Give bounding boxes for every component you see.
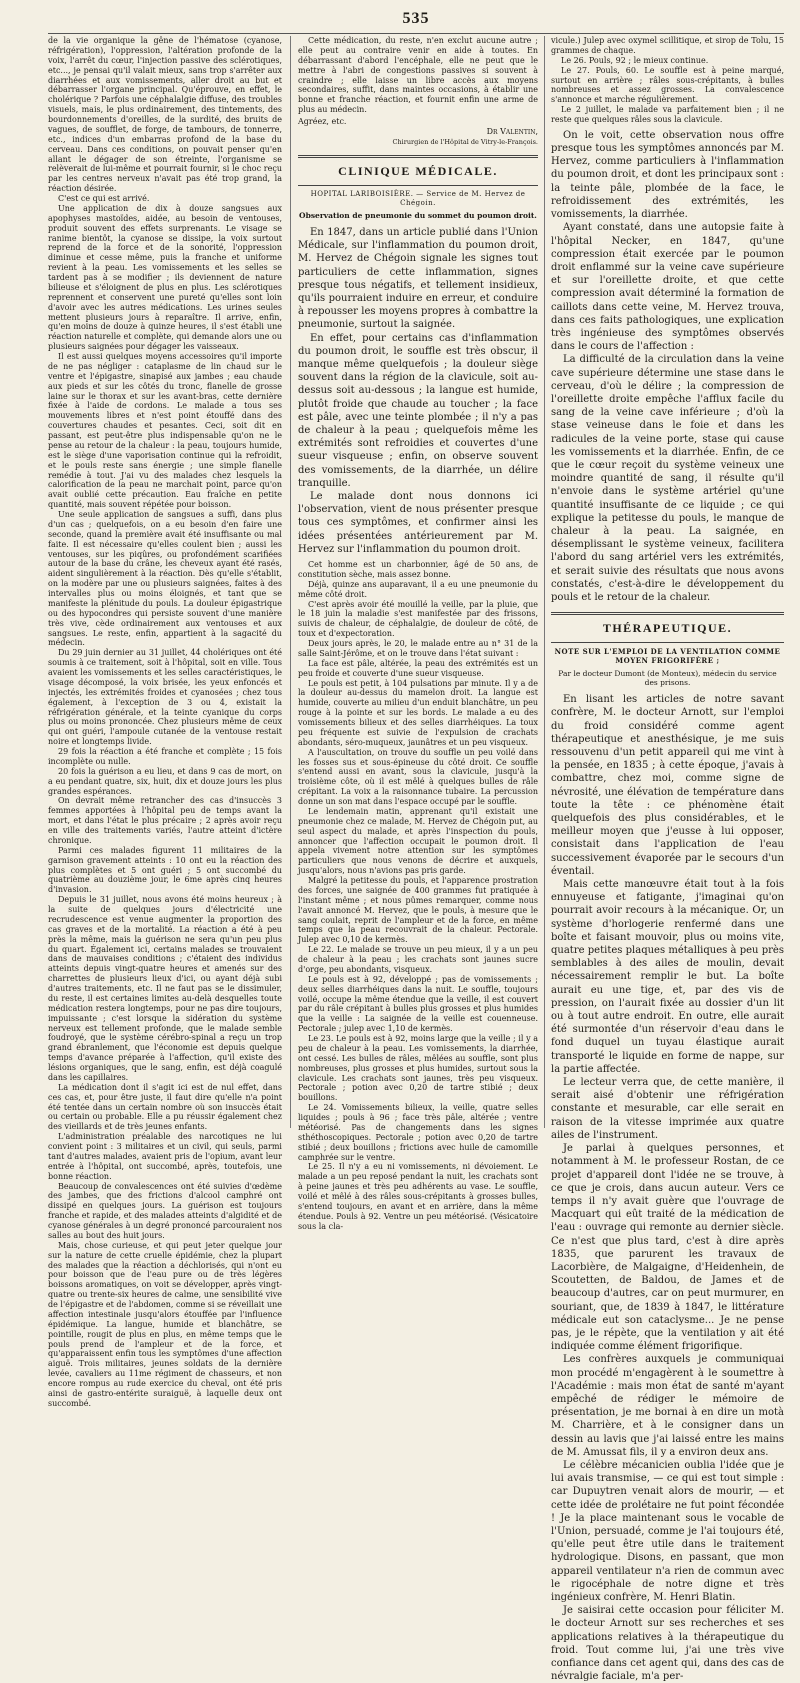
paragraph: Le 22. Le malade se trouve un peu mieux, il y a un peu de chaleur à la peau ; les crachats sont jaunes sucre d'orge, peu abondants, visqueux. [298,945,538,974]
paragraph: L'administration préalable des narcotiques ne lui convient point : 3 militaires et un civil, qui seuls, parmi tant d'autres malades, avaient pris de l'opium, avant leur entrée à l'hôpital, ont succombé, après, toutefois, une bonne réaction. [48,1132,282,1181]
title-rule [551,642,784,643]
paragraph: On devrait même retrancher des cas d'insuccès 3 femmes apportées à l'hôpital peu de temps avant la mort, et dans l'état le plus précaire ; 2 après avoir reçu en ville des traitements variés, l'autre atteint d'ictère chronique. [48,796,282,845]
paragraph: 20 fois la guérison a eu lieu, et dans 9 cas de mort, on a eu pendant quatre, six, huit, dix et douze jours les plus grandes espérances. [48,766,282,796]
header-rule [48,33,784,34]
section-title: THÉRAPEUTIQUE. [602,621,733,636]
paragraph: C'est après avoir été mouillé la veille, par la pluie, que le 18 juin la maladie s'est manifestée par des frissons, suivis de chaleur, de céphalalgie, de douleur de côté, de toux et d'expectoration. [298,599,538,639]
paragraph: Je parlai à quelques personnes, et notamment à M. le professeur Rostan, de ce projet d'appareil dont l'idée ne se trouve, à ce que je crois, dans aucun auteur. Vers ce temps il n'y avait guère que l'ouvrage de Macquart qui eût traité de la médication de l'eau : ouvrage qui remonte au dernier siècle. Ce n'est que plus tard, c'est à dire après 1835, que parurent les travaux de Lacorbière, de Malgaigne, d'Heidenhein, de Scoutetten, de Baldou, de James et de beaucoup d'autres, car on peut murmurer, en souriant, que, de 1839 à 1847, le littérature médicale eut son cataclysme... Je ne pense pas, je le répète, que la ventilation y ait été indiquée comme élément frigorifique. [551,1143,784,1353]
paragraph: Je saisirai cette occasion pour féliciter M. le docteur Arnott sur ses recherches et ses applications relatives à la thérapeutique du froid. Tout comme lui, j'ai une très vive confiance dans cet agent qui, dans des cas de névralgie faciale, m'a per- [551,1605,784,1683]
signature-name: Dr Valentin, [486,127,538,136]
paragraph: Le 27. Pouls, 60. Le souffle est à peine marqué, surtout en arrière ; râles sous-crépitants, à bulles nombreuses et assez grosses. La convalescence s'annonce et marche régulièrement. [551,65,784,105]
paragraph: Du 29 juin dernier au 31 juillet, 44 cholériques ont été soumis à ce traitement, soit à l'hôpital, soit en ville. Tous avaient les vomissements et les selles caractéristiques, le visage décomposé, la voix brisée, les yeux enfoncés et injectés, les extrémités froides et cyanosées ; chez tous également, à l'exception de 3 ou 4, existait la réfrigération générale, et la teinte cyanique du corps plus ou moins prononcée. Chez plusieurs même de ceux qui ont guéri, l'ampoule cutanée de la ventouse restait noire et longtemps livide. [48,648,282,747]
paragraph: La difficulté de la circulation dans la veine cave supérieure détermine une stase dans le cerveau, d'où le délire ; la compression de l'oreillette droite empêche l'afflux facile du sang de la veine cave inférieure ; d'où la stase veineuse dans le foie et dans les radicules de la veine porte, stase qui cause les vomissements et la diarrhée. Enfin, de ce que le cœur reçoit du système veineux une moindre quantité de sang, il résulte qu'il n'envoie dans le système artériel qu'une quantité insuffisante de ce liquide ; ce qui explique la petitesse du pouls, le manque de chaleur à la peau. La saignée, en désemplissant le système veineux, facilitera l'abord du sang artériel vers les extrémités, et serait suivie des résultats que nous avons constatés, c'est-à-dire le développement du pouls et le retour de la chaleur. [551,354,784,603]
paragraph: C'est ce qui est arrivé. [58,194,150,203]
paragraph: Les confrères auxquels je communiquai mon procédé m'engagèrent à le soumettre à l'Académie : mais mon état de santé m'ayant empêché de rédiger le mémoire de présentation, je me bornai à en dire un motà M. Charrière, et à le consigner dans un dessin au lavis que j'ai laissé entre les mains de M. Amussat fils, il y a environ deux ans. [551,1354,784,1458]
paragraph: En lisant les articles de notre savant confrère, M. le docteur Arnott, sur l'emploi du froid considéré comme agent thérapeutique et anesthésique, je me suis ressouvenu d'un petit appareil qui me vint à la pensée, en 1835 ; à cette époque, j'avais à combattre, chez moi, comme signe de névrosité, une élévation de température dans toute la tête : ce phénomène était quelquefois des plus considérables, et le meilleur moyen que j'eusse à lui opposer, consistait dans l'application de l'eau successivement évaporée par le secours d'un éventail. [551,694,784,877]
paragraph: de la vie organique la gêne de l'hématose (cyanose, réfrigération), l'oppression, l'altération profonde de la voix, l'arrêt du cœur, l'injection passive des sclérotiques, etc..., je pensai qu'il valait mieux, sans trop s'arrêter aux diarrhées et aux vomissements, aller droit au but et débarrasser l'organe principal. Qu'éprouve, en effet, le cholérique ? Parfois une céphalalgie diffuse, des troubles visuels, mais, le plus ordinairement, des tintements, des bourdonnements d'oreilles, de la surdité, des bruits de vagues, de soufflet, de forge, de tambours, de tonnerre, etc., indices d'un embarras profond de la base du cerveau. Dans ces conditions, on pouvait penser qu'en allant le dégager de son étreinte, l'organisme se relèverait de lui-même et pourrait fournir, si le choc reçu par les centres nerveux n'avait pas été trop grand, la réaction désirée. [48,36,282,194]
paragraph: Le célèbre mécanicien oublia l'idée que je lui avais transmise, — ce qui est tout simple : car Dupuytren venait alors de mourir, — et cette idée de prolétaire ne fut point fécondée ! Je la place maintenant sous le vocable de l'Union, persuadé, comme je l'ai toujours été, qu'elle peut être utile dans le traitement hydrologique. Disons, en passant, que mon appareil ventilateur n'a rien de commun avec le rigocéphale de notre digne et très ingénieux confrère, M. Henri Blatin. [551,1459,784,1603]
paragraph: En 1847, dans un article publié dans l'Union Médicale, sur l'inflammation du poumon droit, M. Hervez de Chégoin signale les signes tout particuliers de cette inflammation, signes presque tous négatifs, et tellement insidieux, qu'ils pourraient induire en erreur, et conduire à repousser les moyens propres à combattre la pneumonie, surtout la saignée. [298,227,538,331]
signature-title: Chirurgien de l'Hôpital de Vitry-le-François. [392,138,538,146]
newspaper-page [48,0,784,1683]
page-number: 535 [402,10,430,27]
paragraph: Ayant constaté, dans une autopsie faite à l'hôpital Necker, en 1847, qu'une compression était exercée par le poumon droit enflammé sur la veine cave supérieure et sur l'oreillette droite, et que cette compression avait déterminé la formation de caillots dans cette veine, M. Hervez trouva, dans ces faits pathologiques, une explication très ingénieuse des symptômes observés dans le cours de l'affection : [551,222,784,353]
section-subtitle: NOTE SUR L'EMPLOI DE LA VENTILATION COMME MOYEN FRIGORIFÈRE ; [554,647,781,666]
paragraph: Le pouls est petit, à 104 pulsations par minute. Il y a de la douleur au-dessus du mamelon droit. La langue est humide, couverte au milieu d'un enduit blanchâtre, un peu rouge à la pointe et sur les bords. Le malade a eu des vomissements bilieux et des selles diarrhéiques. La toux peu fréquente est suivie de l'expulsion de crachats abondants, séro-muqueux, jaunâtres et un peu visqueux. [298,678,538,747]
paragraph: Mais cette manœuvre était tout à la fois ennuyeuse et fatigante, j'imaginai qu'on pourrait avoir recours à la mécanique. Or, un système d'horlogerie renfermé dans une boîte et faisant mouvoir, plus ou moins vite, quatre petites plaques métalliques à peu près semblables à des ailes de moulin, devait nécessairement remplir le but. La boîte aurait eu une tige, et, par des vis de pression, on l'aurait fixée au dossier d'un lit ou à tout autre endroit. En outre, elle aurait été surmontée d'un réservoir d'eau dans le fond duquel un tuyau élastique aurait transporté le liquide en forme de nappe, sur la partie affectée. [551,879,784,1075]
paragraph: A l'auscultation, on trouve du souffle un peu voilé dans les fosses sus et sous-épineuse du côté droit. Ce souffle s'entend aussi en avant, sous la clavicule, jusqu'à la troisième côte, où il est mêlé à quelques bulles de râle crépitant. La voix a la raisonnance tubaire. La percussion donne un son mat dans l'espace occupé par le souffle. [298,747,538,807]
paragraph: 29 fois la réaction a été franche et complète ; 15 fois incomplète ou nulle. [48,747,282,766]
paragraph: vicule.) Julep avec oxymel scillitique, et sirop de Tolu, 15 grammes de chaque. [551,36,784,55]
article-author: Par le docteur Dumont (de Monteux), médecin du service des prisons. [558,669,777,688]
paragraph: La face est pâle, altérée, la peau des extrémités est un peu froide et couverte d'une sueur visqueuse. [298,658,538,678]
paragraph: Le 23. Le pouls est à 92, moins large que la veille ; il y a peu de chaleur à la peau. Les vomissements, la diarrhée, ont cessé. Les bulles de râles, mêlées au souffle, sont plus nombreuses, plus grosses et plus humides, surtout sous la clavicule. Les crachats sont jaunes, très peu visqueux. Pectorale ; potion avec 0,20 de tartre stibié ; deux bouillons. [298,1034,538,1103]
section-rule [298,155,538,158]
paragraph: Déjà, quinze ans auparavant, il a eu une pneumonie du même côté droit. [298,579,538,599]
paragraph: En effet, pour certains cas d'inflammation du poumon droit, le souffle est très obscur, il manque même quelquefois ; la douleur siège souvent dans la région de la clavicule, soit au-dessus soit au-dessous ; la langue est humide, plutôt froide que chaude au toucher ; la face est pâle, avec une teinte plombée ; il n'y a pas de chaleur à la peau ; quelquefois même les extrémités sont refroidies et couvertes d'une sueur visqueuse ; enfin, on observe souvent des vomissements, de la diarrhée, un délire tranquille. [298,332,538,489]
column-1 [48,36,282,1408]
paragraph: On le voit, cette observation nous offre presque tous les symptômes annoncés par M. Hervez, comme particuliers à l'inflammation du poumon droit, et dont les principaux sont : la teinte pâle, plombée de la face, le refroidissement des extrémités, les vomissements, la diarrhée. [551,129,784,221]
title-rule [298,185,538,186]
paragraph: Le lendemain matin, apprenant qu'il existait une pneumonie chez ce malade, M. Hervez de Chégoin put, au seul aspect du malade, et après l'inspection du pouls, annoncer que l'affection occupait le poumon droit. Il appela vivement notre attention sur les symptômes particuliers que nous venons de décrire et auxquels, jusqu'alors, nous n'avions pas pris garde. [298,806,538,876]
closing: Agréez, etc. [298,117,347,126]
paragraph: Le 26. Pouls, 92 ; le mieux continue. [561,55,709,65]
column-divider [290,36,291,1128]
paragraph: Le pouls est à 92, développé ; pas de vomissements ; deux selles diarrhéiques dans la nuit. Le souffle, toujours voilé, occupe la même étendue que la veille, il est couvert par du râle crépitant à bulles plus grosses et plus humides que la veille : La saignée de la veille est couenneuse. Pectorale ; julep avec 1,10 de kermès. [298,974,538,1034]
paragraph: La médication dont il s'agit ici est de nul effet, dans ces cas, et, pour être juste, il faut dire qu'elle n'a point été tentée dans un certain nombre où son insuccès était ou certain ou probable. Elle a pu réussir également chez des vieillards et de très jeunes enfants. [48,1082,282,1132]
paragraph: Cette médication, du reste, n'en exclut aucune autre ; elle peut au contraire venir en aide à toutes. En débarrassant d'abord l'encéphale, elle ne peut que le mettre à l'abri de congestions passives si souvent à craindre ; elle laisse un libre accès aux moyens secondaires, suffit, dans maintes occasions, à établir une bonne et franche réaction, et fournit enfin une arme de plus au médecin. [298,36,538,115]
paragraph: Depuis le 31 juillet, nous avons été moins heureux ; à la suite de quelques jours d'électricité une recrudescence est venue augmenter la proportion des cas graves et de la mortalité. La réaction a été à peu près la même, mais la guérison ne sera qu'un peu plus du quart. Également ici, certains malades se trouvaient dans de mauvaises conditions ; c'étaient des individus atteints depuis vingt-quatre heures et amenés sur des charrettes de plusieurs lieux d'ici, ou ayant déjà subi d'autres traitements, etc. Il ne faut pas se le dissimuler, du reste, il est certaines limites au-delà desquelles toute médication restera longtemps, pour ne pas dire toujours, impuissante ; c'est lorsque la sidération du système nerveux est tellement profonde, que le malade semble foudroyé, que le système cérébro-spinal a reçu un trop grand ébranlement, que l'économie est depuis quelque temps d'avance préparée à l'affection, qu'il existe des lésions organiques, que le sang, enfin, est déjà coagulé dans les capillaires. [48,895,282,1082]
column-2 [298,36,538,1231]
paragraph: Il est aussi quelques moyens accessoires qu'il importe de ne pas négliger : cataplasme de lin chaud sur le ventre et l'épigastre, sinapisé aux jambes ; eau chaude aux pieds et sur les côtés du tronc, flanelle de grosse laine sur le thorax et sur les avant-bras, cette dernière fixée à l'aide de cordons. Le malade a tous ses mouvements libres et n'est point étouffé dans des couvertures chaudes et pesantes. Ceci, soit dit en passant, est peut-être plus indispensable qu'on ne le pense au retour de la chaleur : la peau, toujours humide, est le siège d'une vaporisation continue qui la refroidit, et le pouls reste sans énergie ; une simple flanelle remédie à tout. J'ai vu des malades chez lesquels la calorification de la peau ne marchait point, parce qu'on avait oublié cette précaution. Eau fraîche en petite quantité, mais souvent répétée pour boisson. [48,352,282,510]
paragraph: Une application de dix à douze sangsues aux apophyses mastoïdes, aidée, au besoin de ventouses, produit souvent des effets surprenants. Le visage se ranime bientôt, la cyanose se dissipe, la voix surtout reprend de la force et de la sonorité, l'oppression diminue et cesse même, puis la franche et uniforme revient à la peau. Les vomissements et les selles se tardent pas à se modifier ; ils deviennent de nature bilieuse et s'éloignent de plus en plus. Les sclérotiques reprennent et conservent une pureté qu'elles sont loin d'avoir avec les autres médications. Les urines seules mettent plusieurs jours à reparaître. Il arrive, enfin, qu'en moins de douze à quinze heures, il s'est établi une réaction naturelle et complète, qui demande alors une ou plusieurs saignées pour dégager les vaisseaux. [48,203,282,352]
paragraph: Le malade dont nous donnons ici l'observation, vient de nous présenter presque tous ces symptômes, et confirmer ainsi les idées présentées antérieurement par M. Hervez sur l'inflammation du poumon droit. [298,491,538,555]
paragraph: Mais, chose curieuse, et qui peut jeter quelque jour sur la nature de cette cruelle épidémie, chez la plupart des malades que la réaction a déchlorisés, qui n'ont eu pour boisson que de l'eau pure ou de très légères boissons aromatiques, on voit se développer, après vingt-quatre ou trente-six heures de calme, une sensibilité vive de l'épigastre et de l'abdomen, comme si se réveillait une affection intestinale jusqu'alors étouffée par l'influence épidémique. La langue, humide et blanchâtre, se pointille, rougit de plus en plus, en même temps que le pouls prend de l'ampleur et de la force, et qu'apparaissent enfin tous les symptômes d'une affection aiguë. Trois militaires, jeunes soldats de la dernière levée, cavaliers au 11me régiment de chasseurs, et non encore rompus au rude exercice du cheval, ont été pris ainsi de gastro-entérite suraiguë, à laquelle deux ont succombé. [48,1240,282,1408]
paragraph: Cet homme est un charbonnier, âgé de 50 ans, de constitution sèche, mais assez bonne. [298,560,538,579]
paragraph: Beaucoup de convalescences ont été suivies d'œdème des jambes, que des frictions d'alcool camphré ont dissipé en quelques jours. La guérison est toujours franche et rapide, et des malades atteints d'algidité et de cyanose générales à un degré prononcé parcouraient nos salles au bout des huit jours. [48,1181,282,1240]
column-3 [551,36,784,1683]
paragraph: Le 24. Vomissements bilieux, la veille, quatre selles liquides ; pouls à 96 ; face très pâle, altérée ; ventre météorisé. Pas de changements dans les signes sthéthoscopiques. Pectorale ; potion avec 0,20 de tartre stibié ; deux bouillons ; frictions avec huile de camomille camphrée sur le ventre. [298,1103,538,1162]
section-subtitle: Observation de pneumonie du sommet du poumon droit. [299,211,537,220]
section-department: HOPITAL LARIBOISIÈRE. — Service de M. Hervez de Chégoin. [310,190,526,207]
section-title: CLINIQUE MÉDICALE. [338,164,498,178]
paragraph: Malgré la petitesse du pouls, et l'apparence prostration des forces, une saignée de 400 grammes fut pratiquée à l'instant même ; et nous pûmes remarquer, comme nous l'avait annoncé M. Hervez, que le pouls, à mesure que le sang coulait, reprit de l'ampleur et de la force, en même temps que la peau recouvrait de la chaleur. Pectorale. Julep avec 0,10 de kermès. [298,876,538,945]
paragraph: Une seule application de sangsues a suffi, dans plus d'un cas ; quelquefois, on a eu besoin d'en faire une seconde, quand la première avait été insuffisante ou mal faite. Il est nécessaire qu'elles coulent bien ; aussi les ventouses, sur les piqûres, ou profondément scarifiées autour de la base du crâne, les cheveux ayant été rasés, aident singulièrement à la réaction. Dès qu'elle s'établit, on la modère par une ou plusieurs saignées, faites à des intervalles plus ou moins éloignés, et tant que se manifeste la plénitude du pouls. La douleur épigastrique ou des hypocondres qui persiste souvent d'une manière très vive, cède ordinairement aux ventouses et aux sangsues. Le reste, enfin, appartient à la sagacité du médecin. [48,510,282,648]
paragraph: Le 2 juillet, le malade va parfaitement bien ; il ne reste que quelques râles sous la clavicule. [551,105,784,124]
column-divider [544,36,545,1128]
paragraph: Le 25. Il n'y a eu ni vomissements, ni dévoiement. Le malade a un peu reposé pendant la nuit, les crachats sont à peine jaunes et très peu adhérents au vase. Le souffle, voilé et mêlé à des râles sous-crépitants à grosses bulles, s'entend toujours, en avant et en arrière, dans la même étendue. Pouls à 92. Ventre un peu météorisé. (Vésicatoire sous la cla- [298,1162,538,1231]
section-rule [551,612,784,615]
paragraph: Deux jours après, le 20, le malade entre au n° 31 de la salle Saint-Jérôme, et on le trouve dans l'état suivant : [298,639,538,658]
signature-block [298,117,538,147]
paragraph: Le lecteur verra que, de cette manière, il serait aisé d'obtenir une réfrigération constante et mesurable, car elle serait en raison de la vitesse imprimée aux quatre ailes de l'instrument. [551,1077,784,1141]
paragraph: Parmi ces malades figurent 11 militaires de la garnison gravement atteints : 10 ont eu la réaction des plus complètes et 5 ont guéri ; 5 ont succombé du quatrième au douzième jour, le 6me après cinq heures d'invasion. [48,845,282,895]
